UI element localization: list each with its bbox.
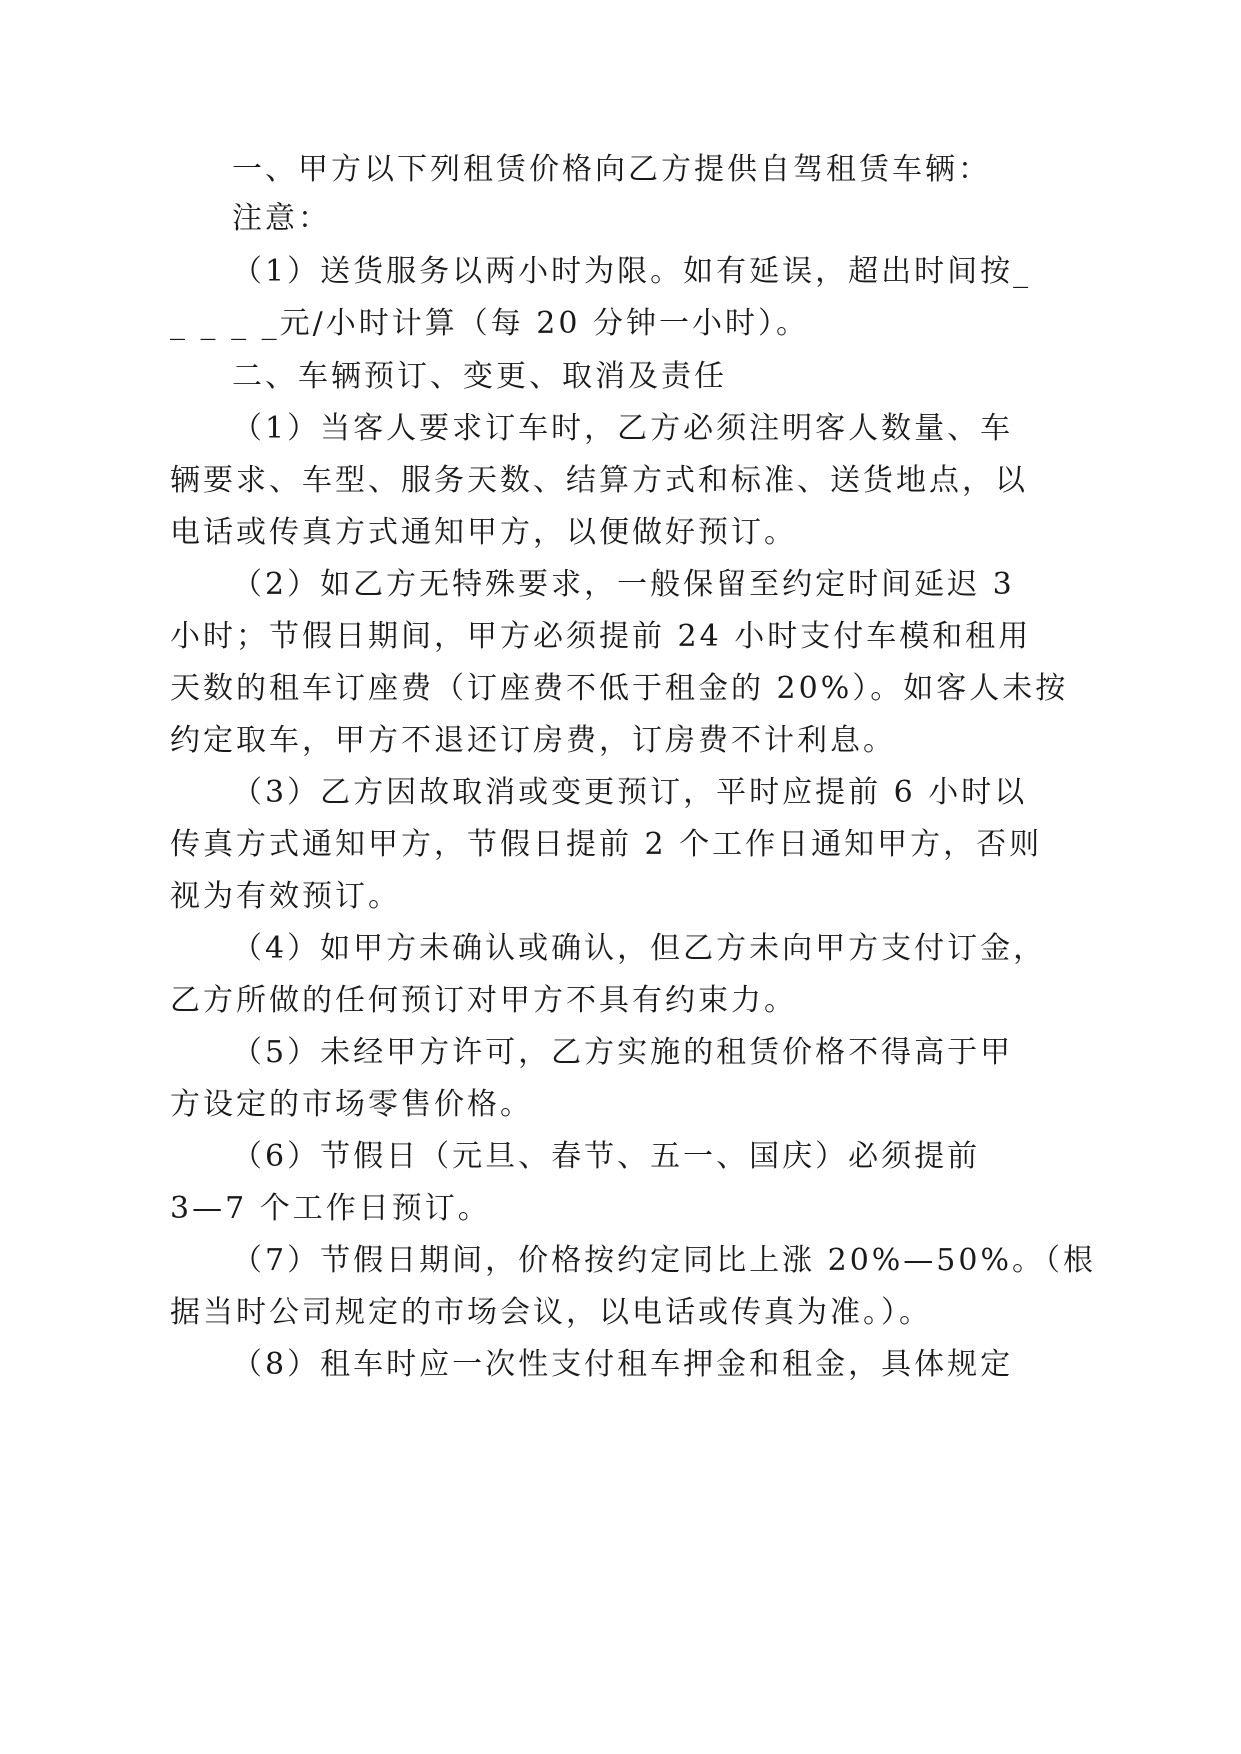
text-line: 辆要求、车型、服务天数、结算方式和标准、送货地点，以 [170,463,1028,498]
text-line: 3—7 个工作日预订。 [170,1191,491,1226]
text-line: （5）未经甲方许可，乙方实施的租赁价格不得高于甲 [232,1035,1014,1070]
text-line: 约定取车，甲方不退还订房费，订房费不计利息。 [170,723,896,758]
text-line: （2）如乙方无特殊要求，一般保留至约定时间延迟 3 [232,567,1015,602]
text-line: （7）节假日期间，价格按约定同比上涨 20%—50%。（根 [232,1243,1096,1278]
text-line: 乙方所做的任何预订对甲方不具有约束力。 [170,983,797,1018]
section-heading: 二、车辆预订、变更、取消及责任 [232,359,727,394]
text-line: 天数的租车订座费（订座费不低于租金的 20%）。如客人未按 [170,671,1069,706]
text-line: 小时；节假日期间，甲方必须提前 24 小时支付车模和租用 [170,619,1032,654]
text-line: 视为有效预订。 [170,879,401,914]
text-line: （3）乙方因故取消或变更预订，平时应提前 6 小时以 [232,775,1028,810]
text-line: （8）租车时应一次性支付租车押金和租金，具体规定 [232,1347,1014,1382]
text-line: 方设定的市场零售价格。 [170,1087,533,1122]
section-heading: 一、甲方以下列租赁价格向乙方提供自驾租赁车辆： [232,152,991,187]
text-line: （4）如甲方未确认或确认，但乙方未向甲方支付订金， [232,931,1047,966]
text-line: 注意： [232,201,331,236]
text-line: （1）送货服务以两小时为限。如有延误，超出时间按_ [232,254,1032,289]
text-line: 据当时公司规定的市场会议，以电话或传真为准。）。 [170,1295,932,1330]
text-line: 电话或传真方式通知甲方，以便做好预订。 [170,515,797,550]
text-line: （1）当客人要求订车时，乙方必须注明客人数量、车 [232,411,1014,446]
text-line: _ _ _ _元/小时计算（每 20 分钟一小时）。 [170,306,809,341]
text-line: 传真方式通知甲方，节假日提前 2 个工作日通知甲方，否则 [170,827,1043,862]
text-line: （6）节假日（元旦、春节、五一、国庆）必须提前 [232,1139,981,1174]
